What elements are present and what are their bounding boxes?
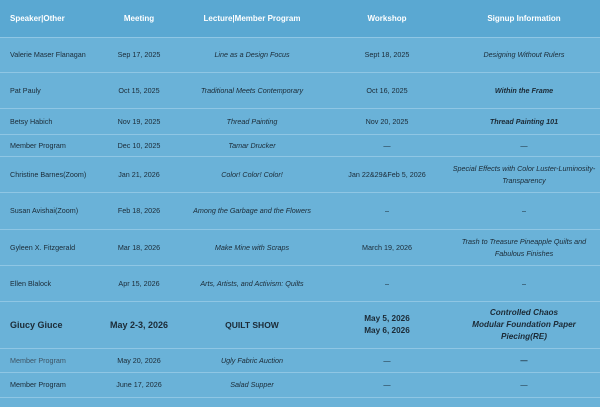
workshop-line: May 5, 2026: [364, 314, 410, 323]
lecture-cell: Thread Painting: [178, 109, 326, 135]
speaker-cell: Member Program: [0, 373, 100, 398]
speaker-cell: Susan Avishai(Zoom): [0, 193, 100, 230]
speaker-cell: Betsy Habich: [0, 109, 100, 135]
signup-cell: Special Effects with Color Luster-Luminosity-Transparency: [448, 157, 600, 193]
signup-cell: Thread Painting 101: [448, 109, 600, 135]
lecture-cell: Among the Garbage and the Flowers: [178, 193, 326, 230]
lecture-cell: Traditional Meets Contemporary: [178, 73, 326, 109]
signup-cell: –: [448, 193, 600, 230]
workshop-cell: Oct 16, 2025: [326, 73, 448, 109]
header-meeting: Meeting: [100, 0, 178, 38]
speaker-cell: Ellen Blalock: [0, 266, 100, 302]
meeting-cell: Apr 15, 2026: [100, 266, 178, 302]
meeting-cell: May 2-3, 2026: [100, 302, 178, 349]
table-row: [0, 109, 600, 135]
workshop-cell: —: [326, 373, 448, 398]
table-row: [0, 266, 600, 302]
speaker-cell: Gyleen X. Fitzgerald: [0, 230, 100, 266]
lecture-cell: Ugly Fabric Auction: [178, 349, 326, 373]
table-row: [0, 38, 600, 73]
meeting-cell: Feb 18, 2026: [100, 193, 178, 230]
meeting-cell: Oct 15, 2025: [100, 73, 178, 109]
header-row: [0, 0, 600, 38]
signup-cell: –: [448, 266, 600, 302]
signup-cell: —: [448, 135, 600, 157]
table-row: [0, 135, 600, 157]
signup-cell: Trash to Treasure Pineapple Quilts and Fabulous Finishes: [448, 230, 600, 266]
speaker-cell: Pat Pauly: [0, 73, 100, 109]
speaker-cell: Giucy Giuce: [0, 302, 100, 349]
speaker-cell: Member Program: [0, 135, 100, 157]
speaker-cell: Christine Barnes(Zoom): [0, 157, 100, 193]
table-row: [0, 230, 600, 266]
header-lecture: Lecture|Member Program: [178, 0, 326, 38]
lecture-cell: QUILT SHOW: [178, 302, 326, 349]
signup-cell: Within the Frame: [448, 73, 600, 109]
lecture-cell: Make Mine with Scraps: [178, 230, 326, 266]
signup-cell: —: [448, 349, 600, 373]
lecture-cell: Color! Color! Color!: [178, 157, 326, 193]
lecture-cell: Arts, Artists, and Activism: Quilts: [178, 266, 326, 302]
header-speaker: Speaker|Other: [0, 0, 100, 38]
lecture-cell: Line as a Design Focus: [178, 38, 326, 73]
meeting-cell: Sep 17, 2025: [100, 38, 178, 73]
table-row: [0, 73, 600, 109]
meeting-cell: Jan 21, 2026: [100, 157, 178, 193]
workshop-cell: Jan 22&29&Feb 5, 2026: [326, 157, 448, 193]
signup-cell: [448, 302, 600, 349]
workshop-cell: [326, 302, 448, 349]
workshop-cell: —: [326, 135, 448, 157]
workshop-line: May 6, 2026: [364, 326, 410, 335]
header-signup: Signup Information: [448, 0, 600, 38]
signup-line: Controlled Chaos: [489, 308, 559, 317]
meeting-cell: May 20, 2026: [100, 349, 178, 373]
signup-cell: Designing Without Rulers: [448, 38, 600, 73]
table-row: [0, 373, 600, 398]
signup-line: Modular Foundation Paper Piecing(RE): [472, 320, 576, 341]
workshop-cell: –: [326, 193, 448, 230]
lecture-cell: Salad Supper: [178, 373, 326, 398]
header-workshop: Workshop: [326, 0, 448, 38]
workshop-cell: Nov 20, 2025: [326, 109, 448, 135]
meeting-cell: Mar 18, 2026: [100, 230, 178, 266]
workshop-cell: —: [326, 349, 448, 373]
meeting-cell: Dec 10, 2025: [100, 135, 178, 157]
lecture-cell: Tamar Drucker: [178, 135, 326, 157]
table-row: [0, 349, 600, 373]
workshop-cell: March 19, 2026: [326, 230, 448, 266]
workshop-cell: Sept 18, 2025: [326, 38, 448, 73]
meeting-cell: Nov 19, 2025: [100, 109, 178, 135]
table-row: [0, 157, 600, 193]
table-row: [0, 193, 600, 230]
speaker-cell: Valerie Maser Flanagan: [0, 38, 100, 73]
speaker-cell: Member Program: [0, 349, 100, 373]
workshop-cell: –: [326, 266, 448, 302]
table-row: [0, 302, 600, 349]
meeting-cell: June 17, 2026: [100, 373, 178, 398]
signup-cell: —: [448, 373, 600, 398]
